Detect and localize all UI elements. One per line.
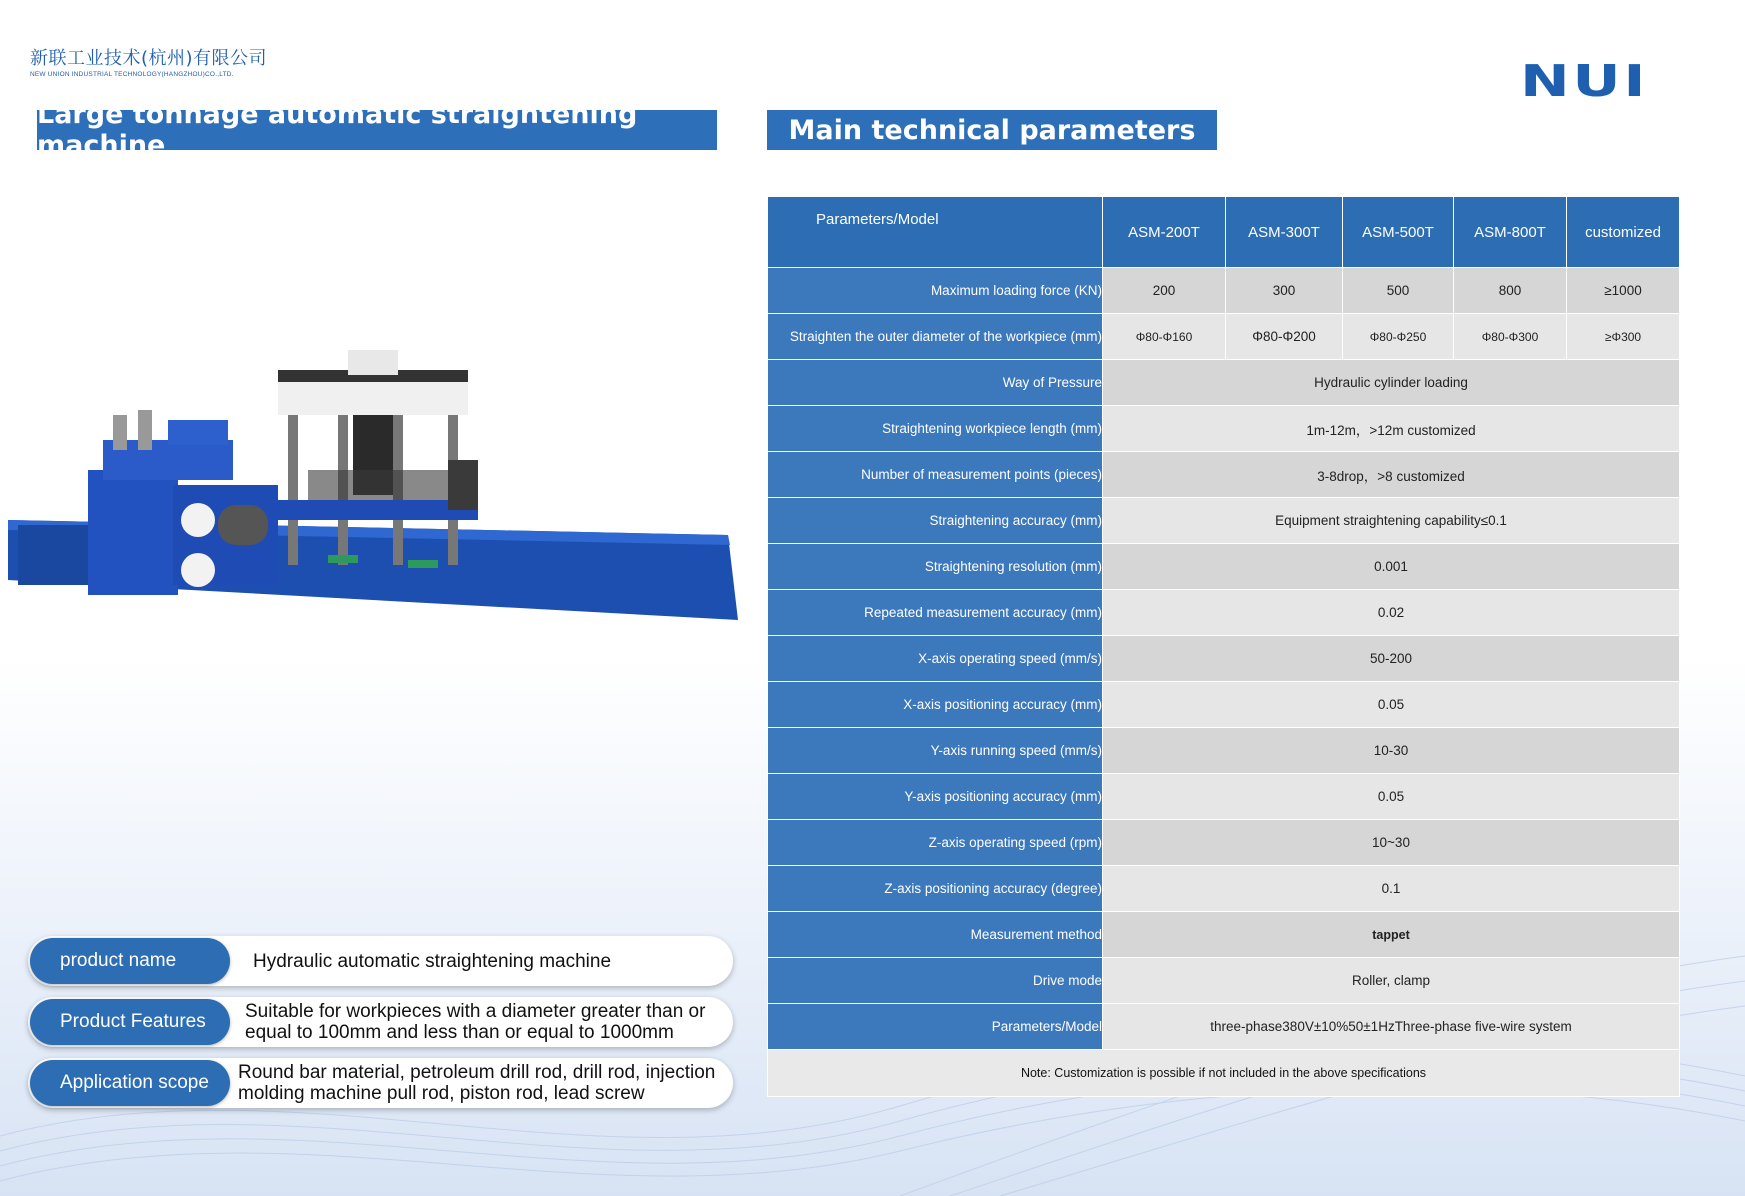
- table-cell: three-phase380V±10%50±1HzThree-phase five-wire system: [1103, 1004, 1680, 1050]
- row-label: Parameters/Model: [768, 1004, 1103, 1050]
- product-features-value: Suitable for workpieces with a diameter greater than or equal to 100mm and less than or equal to 1000mm: [245, 1001, 706, 1043]
- straightening-machine-image: [8, 320, 738, 640]
- product-name-value: Hydraulic automatic straightening machine: [253, 950, 612, 972]
- company-header: [30, 44, 267, 78]
- row-label: Straightening accuracy (mm): [768, 498, 1103, 544]
- row-label: Straighten the outer diameter of the workpiece (mm): [768, 314, 1103, 360]
- table-cell: 200: [1103, 268, 1226, 314]
- table-cell: 0.02: [1103, 590, 1680, 636]
- table-cell: 500: [1343, 268, 1454, 314]
- table-cell: tappet: [1103, 912, 1680, 958]
- table-row: [768, 360, 1680, 406]
- row-label: Straightening resolution (mm): [768, 544, 1103, 590]
- row-label: Y-axis running speed (mm/s): [768, 728, 1103, 774]
- table-cell: 300: [1226, 268, 1343, 314]
- row-label: Number of measurement points (pieces): [768, 452, 1103, 498]
- table-row: [768, 774, 1680, 820]
- table-cell: 50-200: [1103, 636, 1680, 682]
- company-name-cn: 新联工业技术(杭州)有限公司: [30, 48, 268, 69]
- table-cell: Equipment straightening capability≤0.1: [1103, 498, 1680, 544]
- product-name-row: [28, 936, 733, 986]
- table-cell: 10-30: [1103, 728, 1680, 774]
- product-name-label: product name: [30, 938, 230, 984]
- table-row: [768, 314, 1680, 360]
- table-row: [768, 544, 1680, 590]
- table-row: [768, 636, 1680, 682]
- parameters-title-banner: Main technical parameters: [767, 110, 1217, 150]
- table-cell: 1m-12m，>12m customized: [1103, 406, 1680, 452]
- company-name-en: NEW UNION INDUSTRIAL TECHNOLOGY(HANGZHOU)CO.,LTD.: [30, 71, 234, 78]
- table-cell: Φ80-Φ300: [1454, 314, 1567, 360]
- product-title-banner: Large tonnage automatic straightening machine: [37, 110, 717, 150]
- table-cell: 0.1: [1103, 866, 1680, 912]
- product-features-row: [28, 997, 733, 1047]
- row-label: Y-axis positioning accuracy (mm): [768, 774, 1103, 820]
- table-cell: ≥Φ300: [1567, 314, 1680, 360]
- table-row: [768, 590, 1680, 636]
- table-row: [768, 498, 1680, 544]
- row-label: Maximum loading force (KN): [768, 268, 1103, 314]
- row-label: X-axis operating speed (mm/s): [768, 636, 1103, 682]
- table-row: [768, 268, 1680, 314]
- header-cell: ASM-300T: [1226, 197, 1343, 268]
- table-cell: Roller, clamp: [1103, 958, 1680, 1004]
- table-row: [768, 820, 1680, 866]
- row-label: Repeated measurement accuracy (mm): [768, 590, 1103, 636]
- table-row: [768, 406, 1680, 452]
- table-cell: 800: [1454, 268, 1567, 314]
- row-label: Drive mode: [768, 958, 1103, 1004]
- row-label: X-axis positioning accuracy (mm): [768, 682, 1103, 728]
- header-cell: Parameters/Model: [768, 197, 1103, 268]
- header-cell: customized: [1567, 197, 1680, 268]
- header-cell: ASM-500T: [1343, 197, 1454, 268]
- table-cell: ≥1000: [1567, 268, 1680, 314]
- table-cell: Hydraulic cylinder loading: [1103, 360, 1680, 406]
- table-cell: 10~30: [1103, 820, 1680, 866]
- header-cell: ASM-200T: [1103, 197, 1226, 268]
- application-scope-value: Round bar material, petroleum drill rod, drill rod, injection molding machine pull rod, piston rod, lead screw: [238, 1062, 716, 1104]
- table-row: [768, 1004, 1680, 1050]
- table-row: [768, 728, 1680, 774]
- header-cell: ASM-800T: [1454, 197, 1567, 268]
- table-row: [768, 452, 1680, 498]
- table-row: [768, 866, 1680, 912]
- table-row: [768, 958, 1680, 1004]
- table-note: Note: Customization is possible if not included in the above specifications: [768, 1050, 1680, 1097]
- table-row: [768, 912, 1680, 958]
- table-cell: Φ80-Φ200: [1226, 314, 1343, 360]
- row-label: Straightening workpiece length (mm): [768, 406, 1103, 452]
- parameters-table: [767, 196, 1680, 1097]
- table-header-row: [768, 197, 1680, 268]
- table-note-row: [768, 1050, 1680, 1097]
- table-cell: 0.05: [1103, 682, 1680, 728]
- row-label: Measurement method: [768, 912, 1103, 958]
- row-label: Way of Pressure: [768, 360, 1103, 406]
- table-cell: Φ80-Φ160: [1103, 314, 1226, 360]
- table-cell: 0.001: [1103, 544, 1680, 590]
- table-row: [768, 682, 1680, 728]
- application-scope-row: [28, 1058, 733, 1108]
- table-cell: 0.05: [1103, 774, 1680, 820]
- table-cell: Φ80-Φ250: [1343, 314, 1454, 360]
- row-label: Z-axis positioning accuracy (degree): [768, 866, 1103, 912]
- table-cell: 3-8drop，>8 customized: [1103, 452, 1680, 498]
- nui-logo: [1520, 56, 1680, 107]
- application-scope-label: Application scope: [30, 1060, 230, 1106]
- row-label: Z-axis operating speed (rpm): [768, 820, 1103, 866]
- product-features-label: Product Features: [30, 999, 230, 1045]
- logo-text: NUI: [1520, 56, 1649, 107]
